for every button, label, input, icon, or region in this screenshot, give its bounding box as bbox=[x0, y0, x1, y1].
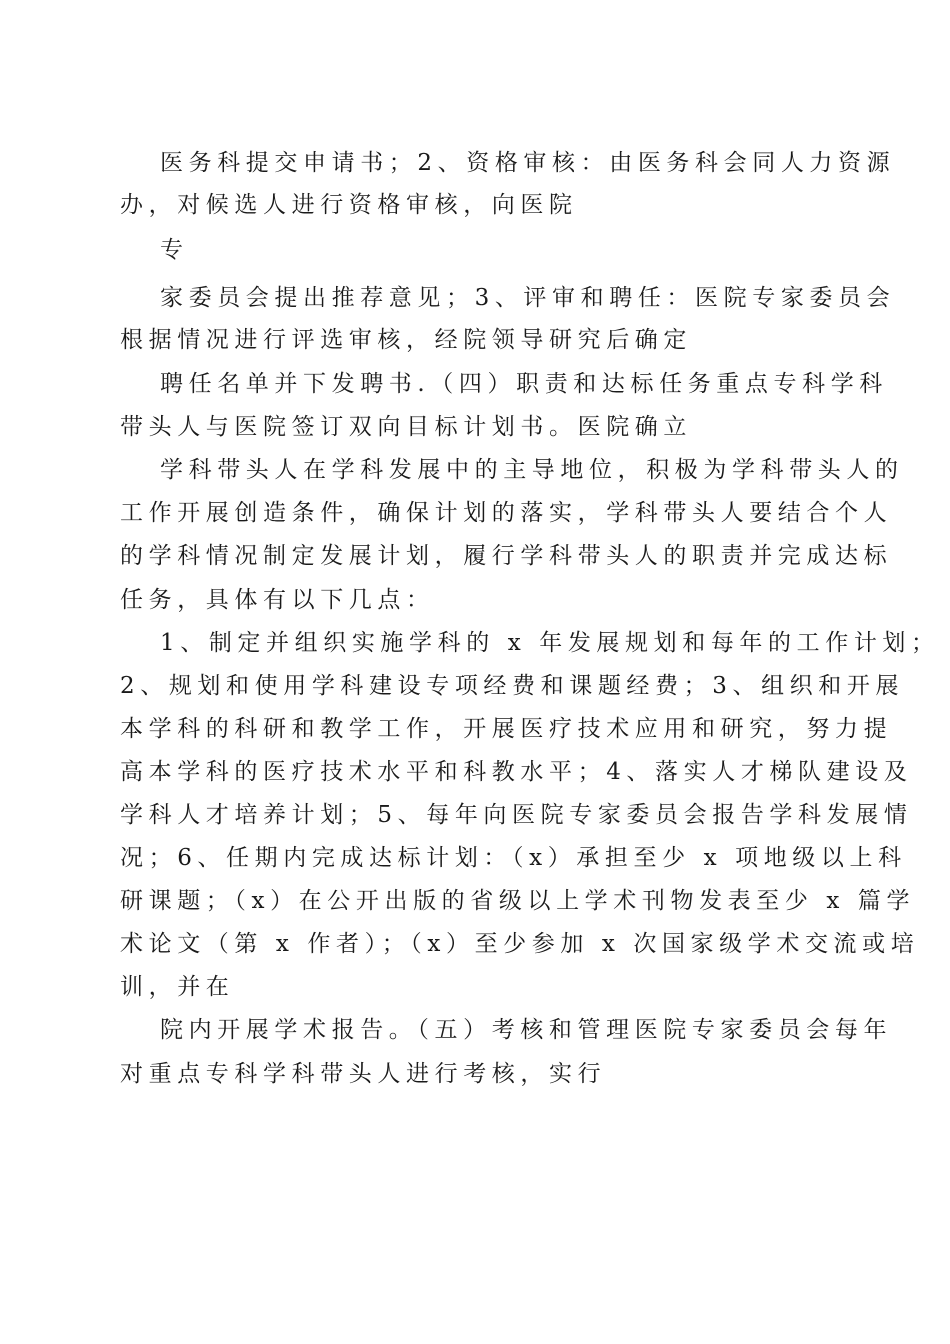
text-line: 专 bbox=[160, 237, 189, 263]
text-line: 聘任名单并下发聘书.（四）职责和达标任务重点专科学科 bbox=[160, 371, 888, 397]
text-line: 的学科情况制定发展计划，履行学科带头人的职责并完成达标 bbox=[120, 543, 893, 569]
text-line: 2、规划和使用学科建设专项经费和课题经费；3、组织和开展 bbox=[120, 673, 905, 699]
text-line: 工作开展创造条件，确保计划的落实，学科带头人要结合个人 bbox=[120, 500, 893, 526]
text-line: 医务科提交申请书；2、资格审核：由医务科会同人力资源 bbox=[160, 150, 896, 176]
text-line: 对重点专科学科带头人进行考核，实行 bbox=[120, 1061, 607, 1087]
text-line: 况；6、任期内完成达标计划：（x）承担至少 x 项地级以上科 bbox=[120, 845, 907, 871]
text-line: 研课题；（x）在公开出版的省级以上学术刊物发表至少 x 篇学 bbox=[120, 888, 916, 914]
text-line: 学科人才培养计划；5、每年向医院专家委员会报告学科发展情 bbox=[120, 802, 913, 828]
text-line: 训，并在 bbox=[120, 974, 235, 1000]
text-line: 1、制定并组织实施学科的 x 年发展规划和每年的工作计划； bbox=[160, 630, 940, 656]
text-line: 办，对候选人进行资格审核，向医院 bbox=[120, 192, 578, 218]
text-line: 术论文（第 x 作者）；（x）至少参加 x 次国家级学术交流或培 bbox=[120, 931, 920, 957]
text-line: 根据情况进行评选审核，经院领导研究后确定 bbox=[120, 327, 692, 353]
text-line: 学科带头人在学科发展中的主导地位，积极为学科带头人的 bbox=[160, 457, 904, 483]
text-line: 本学科的科研和教学工作，开展医疗技术应用和研究，努力提 bbox=[120, 716, 893, 742]
text-line: 高本学科的医疗技术水平和科教水平；4、落实人才梯队建设及 bbox=[120, 759, 913, 785]
text-line: 院内开展学术报告。（五）考核和管理医院专家委员会每年 bbox=[160, 1017, 893, 1043]
text-line: 带头人与医院签订双向目标计划书。医院确立 bbox=[120, 414, 692, 440]
text-line: 家委员会提出推荐意见；3、评审和聘任：医院专家委员会 bbox=[160, 285, 896, 311]
text-line: 任务，具体有以下几点： bbox=[120, 587, 435, 613]
